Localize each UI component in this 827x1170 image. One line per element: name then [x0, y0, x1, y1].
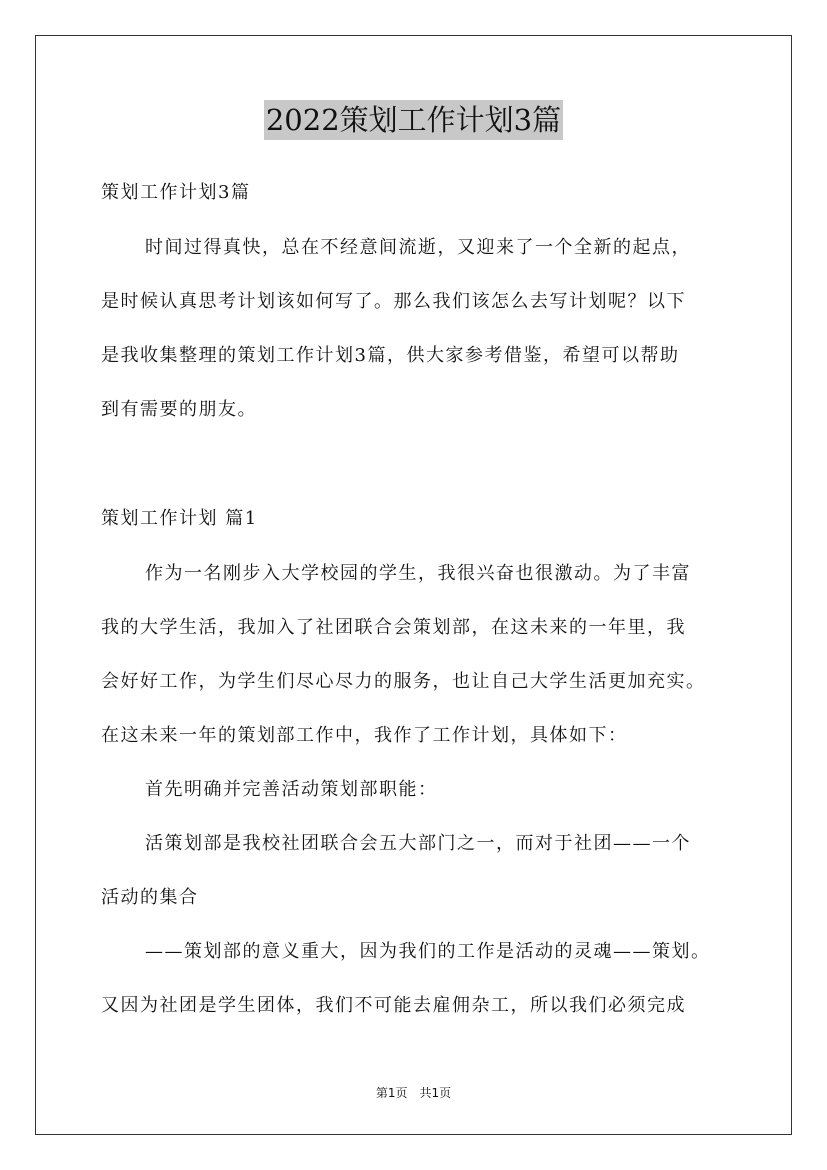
- section-paragraph-line-6: 活策划部是我校社团联合会五大部门之一，而对于社团——一个: [145, 833, 691, 854]
- section-heading: 策划工作计划 篇1: [101, 508, 258, 529]
- section-paragraph-line-3: 会好好工作，为学生们尽心尽力的服务，也让自己大学生活更加充实。: [101, 671, 706, 692]
- section-paragraph-line-7: 活动的集合: [101, 887, 199, 908]
- section-paragraph-line-1: 作为一名刚步入大学校园的学生，我很兴奋也很激动。为了丰富: [145, 563, 691, 584]
- section-paragraph-line-5: 首先明确并完善活动策划部职能：: [145, 779, 438, 800]
- intro-paragraph-line-3: 是我收集整理的策划工作计划3篇，供大家参考借鉴，希望可以帮助: [101, 345, 680, 366]
- document-title: 2022策划工作计划3篇: [264, 100, 563, 140]
- section-paragraph-line-8: ——策划部的意义重大，因为我们的工作是活动的灵魂——策划。: [145, 941, 711, 962]
- page-footer: 第1页 共1页: [375, 1086, 452, 1100]
- document-subtitle: 策划工作计划3篇: [101, 182, 251, 203]
- section-paragraph-line-9: 又因为社团是学生团体，我们不可能去雇佣杂工，所以我们必须完成: [101, 995, 686, 1016]
- section-paragraph-line-4: 在这未来一年的策划部工作中，我作了工作计划，具体如下：: [101, 725, 628, 746]
- intro-paragraph-line-4: 到有需要的朋友。: [101, 399, 257, 420]
- title-container: [0, 100, 827, 140]
- intro-paragraph-line-1: 时间过得真快，总在不经意间流逝，又迎来了一个全新的起点，: [145, 237, 691, 258]
- intro-paragraph-line-2: 是时候认真思考计划该如何写了。那么我们该怎么去写计划呢？以下: [101, 291, 686, 312]
- section-paragraph-line-2: 我的大学生活，我加入了社团联合会策划部，在这未来的一年里，我: [101, 617, 686, 638]
